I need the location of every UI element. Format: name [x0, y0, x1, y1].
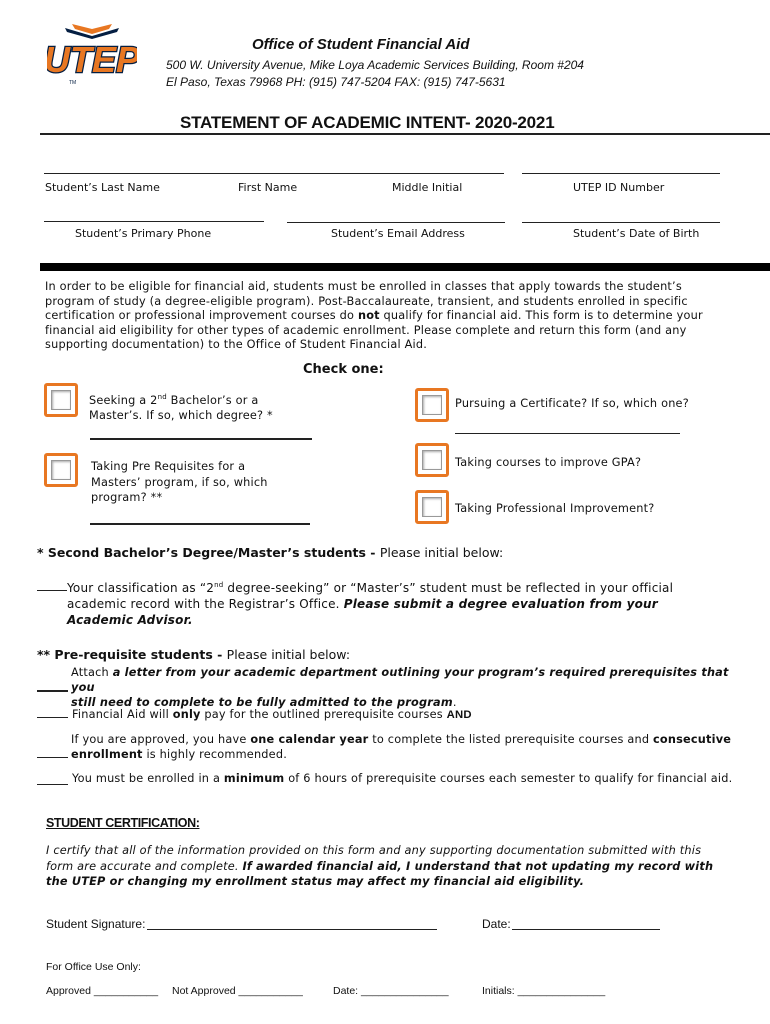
certificate-checkbox[interactable] [415, 388, 449, 422]
professional-checkbox[interactable] [415, 490, 449, 524]
intro-paragraph: In order to be eligible for financial aid, students must be enrolled in classes that apply towards the student’s program of study (a degree-eligible program). Post-Baccalaureate, transient, and students enrolled in specific certification or professional improvement courses do not qualify for financial aid. This form is to determine your financial aid eligibility for other types of academic enrollment. Please complete and return this form (and any supporting documentation) to the Office of Student Financial Aid. [45, 280, 703, 352]
document-title: STATEMENT OF ACADEMIC INTENT- 2020-2021 [180, 113, 555, 132]
signature-line[interactable] [147, 929, 437, 930]
second-bachelor-label: Seeking a 2nd Bachelor’s or a Master’s. If so, which degree? * [89, 393, 273, 423]
prereq-item-3: If you are approved, you have one calendar year to complete the listed prerequisite courses and consecutive enrollment is highly recommended. [71, 733, 732, 761]
name-line[interactable] [44, 173, 504, 174]
utep-logo [47, 20, 137, 90]
signature-date-label: Date: [482, 917, 511, 931]
approved-field[interactable]: Approved ___________ [46, 985, 159, 997]
initials-field[interactable]: Initials: _______________ [482, 985, 606, 997]
not-approved-field[interactable]: Not Approved ___________ [172, 985, 303, 997]
phone-label: Student’s Primary Phone [75, 227, 212, 240]
initial-line-1[interactable] [37, 590, 67, 591]
certification-text: I certify that all of the information provided on this form and any supporting documentation submitted with this form are accurate and complete. If awarded financial aid, I understand that not updating my record with the UTEP or changing my enrollment status may affect my financial aid eligibility. [46, 844, 714, 888]
gpa-label: Taking courses to improve GPA? [455, 456, 642, 469]
logo-text: UTEP [47, 39, 137, 80]
initial-line-2[interactable] [37, 690, 68, 692]
prereq-item-1: Attach a letter from your academic department outlining your program’s required prerequisites that you still need to complete to be fully admitted to the program. [71, 666, 729, 709]
check-one-heading: Check one: [303, 362, 384, 377]
second-bachelor-heading: * Second Bachelor’s Degree/Master’s students - Please initial below: [37, 545, 504, 560]
prereq-item-2: Financial Aid will only pay for the outlined prerequisite courses AND [72, 708, 472, 721]
initial-line-3[interactable] [37, 717, 68, 718]
utep-id-label: UTEP ID Number [573, 181, 665, 194]
program-line[interactable] [90, 523, 310, 525]
certificate-label: Pursuing a Certificate? If so, which one? [455, 397, 689, 410]
email-line[interactable] [287, 222, 505, 223]
email-label: Student’s Email Address [331, 227, 465, 240]
initial-line-4[interactable] [37, 757, 68, 758]
professional-label: Taking Professional Improvement? [455, 502, 655, 515]
office-date-field[interactable]: Date: _______________ [333, 985, 449, 997]
dob-line[interactable] [522, 222, 720, 223]
gpa-checkbox[interactable] [415, 443, 449, 477]
section-divider [40, 263, 770, 271]
second-bachelor-text: Your classification as “2nd degree-seeking” or “Master’s” student must be reflected in your official academic record with the Registrar’s Office. Please submit a degree evaluation from your Academic Advisor. [67, 581, 674, 627]
office-use-label: For Office Use Only: [46, 961, 141, 973]
svg-text:TM: TM [69, 80, 77, 86]
prereq-item-4: You must be enrolled in a minimum of 6 hours of prerequisite courses each semester to qualify for financial aid. [72, 772, 733, 785]
utep-id-line[interactable] [522, 173, 720, 174]
second-bachelor-checkbox[interactable] [44, 383, 78, 417]
dob-label: Student’s Date of Birth [573, 227, 700, 240]
degree-line[interactable] [90, 438, 312, 440]
middle-initial-label: Middle Initial [392, 181, 463, 194]
signature-label: Student Signature: [46, 917, 146, 931]
prereq-checkbox[interactable] [44, 453, 78, 487]
office-address: 500 W. University Avenue, Mike Loya Academic Services Building, Room #204 El Paso, Texas 79968 PH: (915) 747-5204 FAX: (915) 747-5631 [166, 58, 584, 89]
last-name-label: Student’s Last Name [45, 181, 160, 194]
prereq-label: Taking Pre Requisites for a Masters’ program, if so, which program? ** [91, 460, 268, 504]
title-rule [40, 133, 770, 135]
certification-heading: STUDENT CERTIFICATION: [46, 816, 200, 830]
office-title: Office of Student Financial Aid [252, 36, 470, 53]
phone-line[interactable] [44, 221, 264, 222]
first-name-label: First Name [238, 181, 298, 194]
certificate-line[interactable] [455, 433, 680, 434]
initial-line-5[interactable] [37, 784, 68, 785]
prereq-heading: ** Pre-requisite students - Please initial below: [37, 647, 351, 662]
signature-date-line[interactable] [512, 929, 660, 930]
